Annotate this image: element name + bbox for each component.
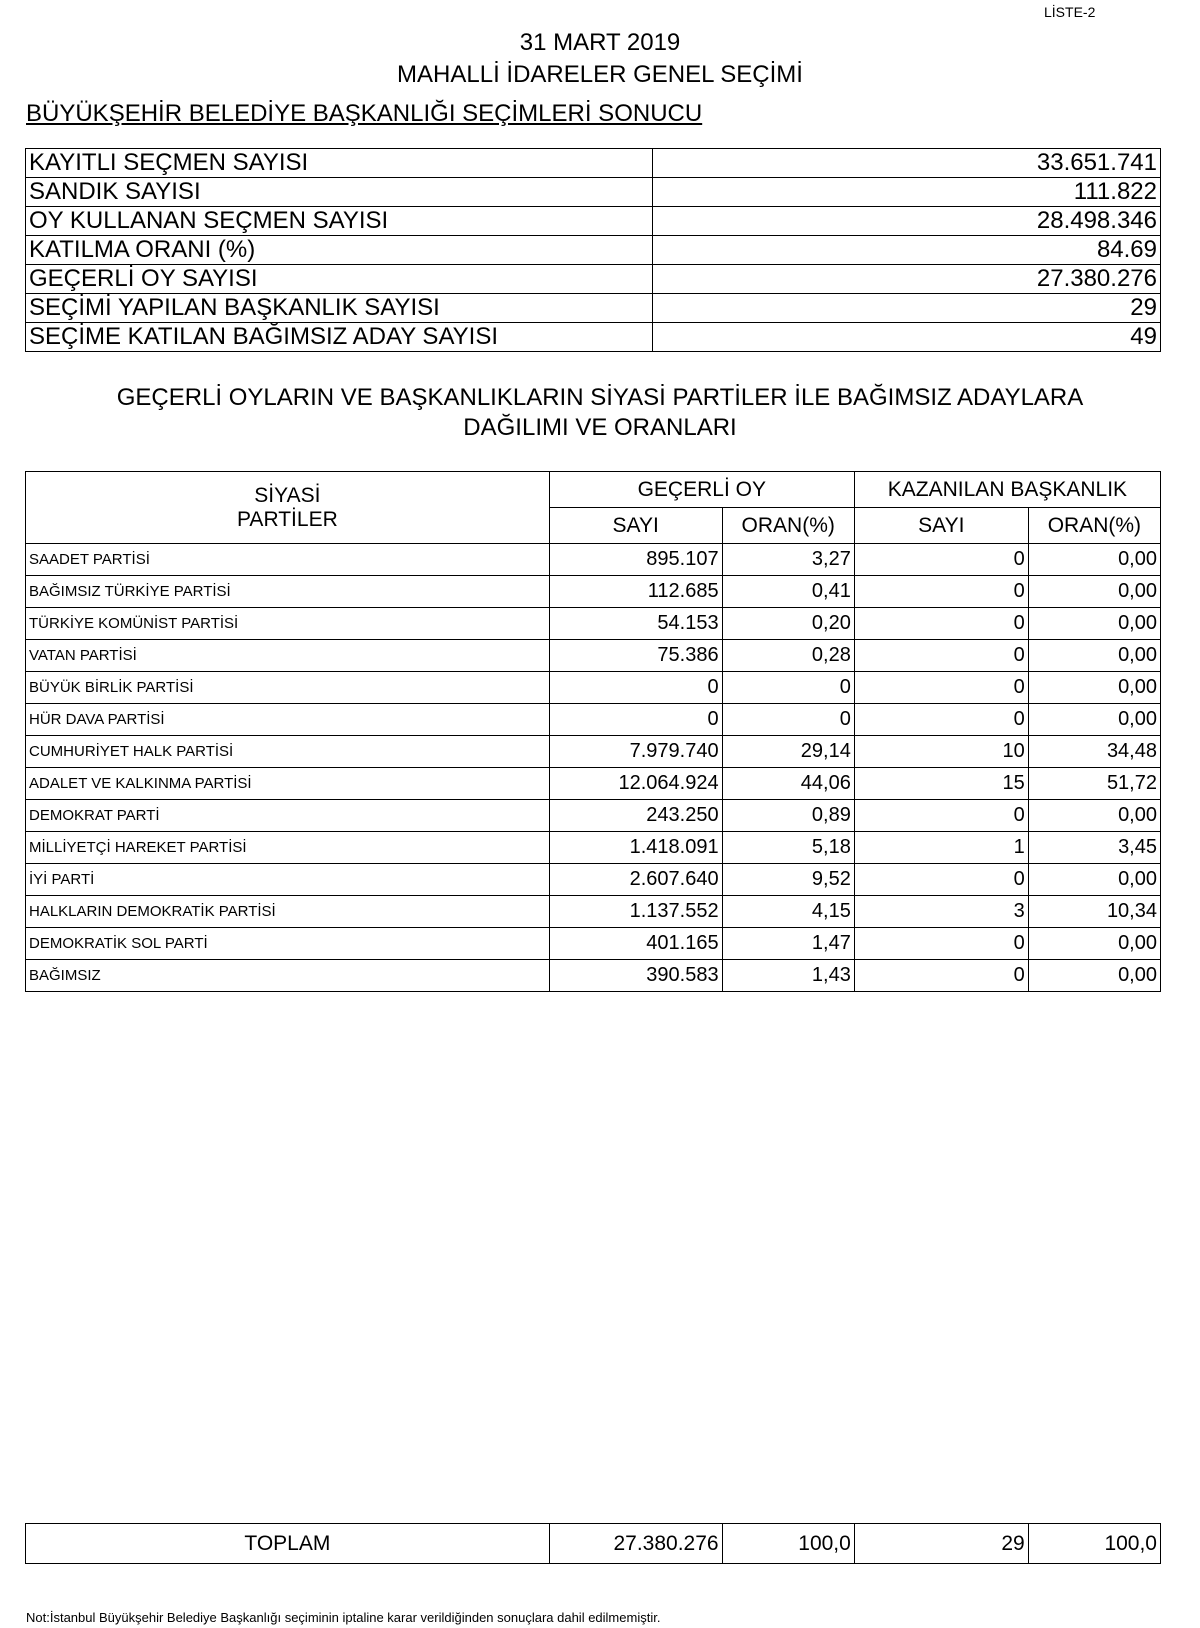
- summary-value: 84.69: [653, 236, 1161, 265]
- summary-row: [26, 178, 1161, 207]
- seat-count: 10: [854, 736, 1028, 768]
- seat-ratio: 0,00: [1028, 960, 1160, 992]
- seat-ratio: 3,45: [1028, 832, 1160, 864]
- party-name: BAĞIMSIZ TÜRKİYE PARTİSİ: [26, 576, 550, 608]
- total-votes: 27.380.276: [549, 1524, 722, 1564]
- vote-count: 75.386: [549, 640, 722, 672]
- header-won-mayorships: KAZANILAN BAŞKANLIK: [854, 472, 1160, 508]
- summary-row: [26, 149, 1161, 178]
- party-name: HÜR DAVA PARTİSİ: [26, 704, 550, 736]
- summary-value: 49: [653, 323, 1161, 352]
- table-row: [26, 672, 1161, 704]
- summary-label: SANDIK SAYISI: [26, 178, 653, 207]
- summary-value: 27.380.276: [653, 265, 1161, 294]
- vote-ratio: 0,41: [722, 576, 854, 608]
- seat-ratio: 0,00: [1028, 576, 1160, 608]
- vote-count: 0: [549, 672, 722, 704]
- party-name: DEMOKRAT PARTİ: [26, 800, 550, 832]
- vote-count: 0: [549, 704, 722, 736]
- summary-value: 29: [653, 294, 1161, 323]
- total-label: TOPLAM: [26, 1524, 550, 1564]
- header-valid-votes: GEÇERLİ OY: [549, 472, 854, 508]
- header-party-line2: PARTİLER: [236, 507, 338, 531]
- vote-ratio: 0,20: [722, 608, 854, 640]
- vote-count: 7.979.740: [549, 736, 722, 768]
- total-vote-ratio: 100,0: [722, 1524, 854, 1564]
- table-row: [26, 928, 1161, 960]
- table-row: [26, 896, 1161, 928]
- table-row: [26, 960, 1161, 992]
- table-row: [26, 800, 1161, 832]
- table-row: [26, 736, 1161, 768]
- summary-label: SEÇİME KATILAN BAĞIMSIZ ADAY SAYISI: [26, 323, 653, 352]
- party-name: TÜRKİYE KOMÜNİST PARTİSİ: [26, 608, 550, 640]
- table-spacer: [26, 992, 1161, 1524]
- table-row: [26, 608, 1161, 640]
- seat-ratio: 0,00: [1028, 800, 1160, 832]
- vote-ratio: 1,43: [722, 960, 854, 992]
- party-name: SAADET PARTİSİ: [26, 544, 550, 576]
- summary-value: 33.651.741: [653, 149, 1161, 178]
- seat-count: 0: [854, 704, 1028, 736]
- table-row: [26, 832, 1161, 864]
- seat-count: 1: [854, 832, 1028, 864]
- vote-ratio: 44,06: [722, 768, 854, 800]
- seat-ratio: 0,00: [1028, 928, 1160, 960]
- vote-count: 54.153: [549, 608, 722, 640]
- party-name: ADALET VE KALKINMA PARTİSİ: [26, 768, 550, 800]
- vote-ratio: 0,89: [722, 800, 854, 832]
- total-seat-ratio: 100,0: [1028, 1524, 1160, 1564]
- header-party-line1: SİYASİ: [254, 483, 321, 507]
- vote-ratio: 0: [722, 704, 854, 736]
- party-name: MİLLİYETÇİ HAREKET PARTİSİ: [26, 832, 550, 864]
- header-votes-count: SAYI: [549, 508, 722, 544]
- seat-ratio: 0,00: [1028, 544, 1160, 576]
- vote-ratio: 3,27: [722, 544, 854, 576]
- table-row: [26, 864, 1161, 896]
- vote-ratio: 0,28: [722, 640, 854, 672]
- vote-ratio: 4,15: [722, 896, 854, 928]
- table-row: [26, 704, 1161, 736]
- vote-count: 895.107: [549, 544, 722, 576]
- summary-row: [26, 323, 1161, 352]
- summary-label: GEÇERLİ OY SAYISI: [26, 265, 653, 294]
- section-title: [0, 383, 1200, 443]
- vote-ratio: 1,47: [722, 928, 854, 960]
- document-subtitle: BÜYÜKŞEHİR BELEDİYE BAŞKANLIĞI SEÇİMLERİ SONUCU: [26, 100, 703, 127]
- summary-value: 111.822: [653, 178, 1161, 207]
- seat-count: 0: [854, 928, 1028, 960]
- party-name: DEMOKRATİK SOL PARTİ: [26, 928, 550, 960]
- vote-count: 2.607.640: [549, 864, 722, 896]
- seat-count: 0: [854, 864, 1028, 896]
- party-name: BAĞIMSIZ: [26, 960, 550, 992]
- summary-label: KAYITLI SEÇMEN SAYISI: [26, 149, 653, 178]
- vote-count: 1.418.091: [549, 832, 722, 864]
- seat-ratio: 34,48: [1028, 736, 1160, 768]
- vote-count: 112.685: [549, 576, 722, 608]
- seat-count: 0: [854, 672, 1028, 704]
- vote-ratio: 29,14: [722, 736, 854, 768]
- summary-label: OY KULLANAN SEÇMEN SAYISI: [26, 207, 653, 236]
- vote-ratio: 5,18: [722, 832, 854, 864]
- summary-table: [25, 148, 1161, 352]
- vote-count: 12.064.924: [549, 768, 722, 800]
- party-name: VATAN PARTİSİ: [26, 640, 550, 672]
- election-date: 31 MART 2019: [519, 29, 681, 56]
- party-name: İYİ PARTİ: [26, 864, 550, 896]
- summary-label: KATILMA ORANI (%): [26, 236, 653, 265]
- seat-ratio: 10,34: [1028, 896, 1160, 928]
- vote-count: 401.165: [549, 928, 722, 960]
- seat-count: 0: [854, 576, 1028, 608]
- vote-count: 243.250: [549, 800, 722, 832]
- party-name: HALKLARIN DEMOKRATİK PARTİSİ: [26, 896, 550, 928]
- seat-ratio: 0,00: [1028, 672, 1160, 704]
- header-votes-ratio: ORAN(%): [722, 508, 854, 544]
- summary-row: [26, 265, 1161, 294]
- table-row: [26, 576, 1161, 608]
- seat-count: 0: [854, 640, 1028, 672]
- summary-value: 28.498.346: [653, 207, 1161, 236]
- seat-ratio: 0,00: [1028, 864, 1160, 896]
- results-table: [25, 471, 1161, 1564]
- summary-row: [26, 294, 1161, 323]
- vote-count: 1.137.552: [549, 896, 722, 928]
- table-row: [26, 544, 1161, 576]
- summary-row: [26, 236, 1161, 265]
- header-party: [26, 472, 550, 544]
- party-name: BÜYÜK BİRLİK PARTİSİ: [26, 672, 550, 704]
- total-row: [26, 1524, 1161, 1564]
- seat-ratio: 51,72: [1028, 768, 1160, 800]
- seat-ratio: 0,00: [1028, 608, 1160, 640]
- section-title-line2: DAĞILIMI VE ORANLARI: [463, 414, 737, 441]
- seat-ratio: 0,00: [1028, 640, 1160, 672]
- seat-count: 0: [854, 960, 1028, 992]
- vote-ratio: 9,52: [722, 864, 854, 896]
- seat-count: 0: [854, 544, 1028, 576]
- summary-row: [26, 207, 1161, 236]
- seat-count: 3: [854, 896, 1028, 928]
- summary-label: SEÇİMİ YAPILAN BAŞKANLIK SAYISI: [26, 294, 653, 323]
- footnote: Not:İstanbul Büyükşehir Belediye Başkanlığı seçiminin iptaline karar verildiğinden sonuçlara dahil edilmemiştir.: [26, 1610, 661, 1625]
- section-title-line1: GEÇERLİ OYLARIN VE BAŞKANLIKLARIN SİYASİ PARTİLER İLE BAĞIMSIZ ADAYLARA: [116, 384, 1084, 411]
- vote-ratio: 0: [722, 672, 854, 704]
- party-name: CUMHURİYET HALK PARTİSİ: [26, 736, 550, 768]
- list-code: LİSTE-2: [1044, 4, 1096, 20]
- seat-count: 0: [854, 800, 1028, 832]
- header-seats-ratio: ORAN(%): [1028, 508, 1160, 544]
- seat-count: 0: [854, 608, 1028, 640]
- seat-count: 15: [854, 768, 1028, 800]
- total-seats: 29: [854, 1524, 1028, 1564]
- table-row: [26, 640, 1161, 672]
- vote-count: 390.583: [549, 960, 722, 992]
- table-row: [26, 768, 1161, 800]
- header-seats-count: SAYI: [854, 508, 1028, 544]
- election-title: MAHALLİ İDARELER GENEL SEÇİMİ: [397, 61, 803, 88]
- seat-ratio: 0,00: [1028, 704, 1160, 736]
